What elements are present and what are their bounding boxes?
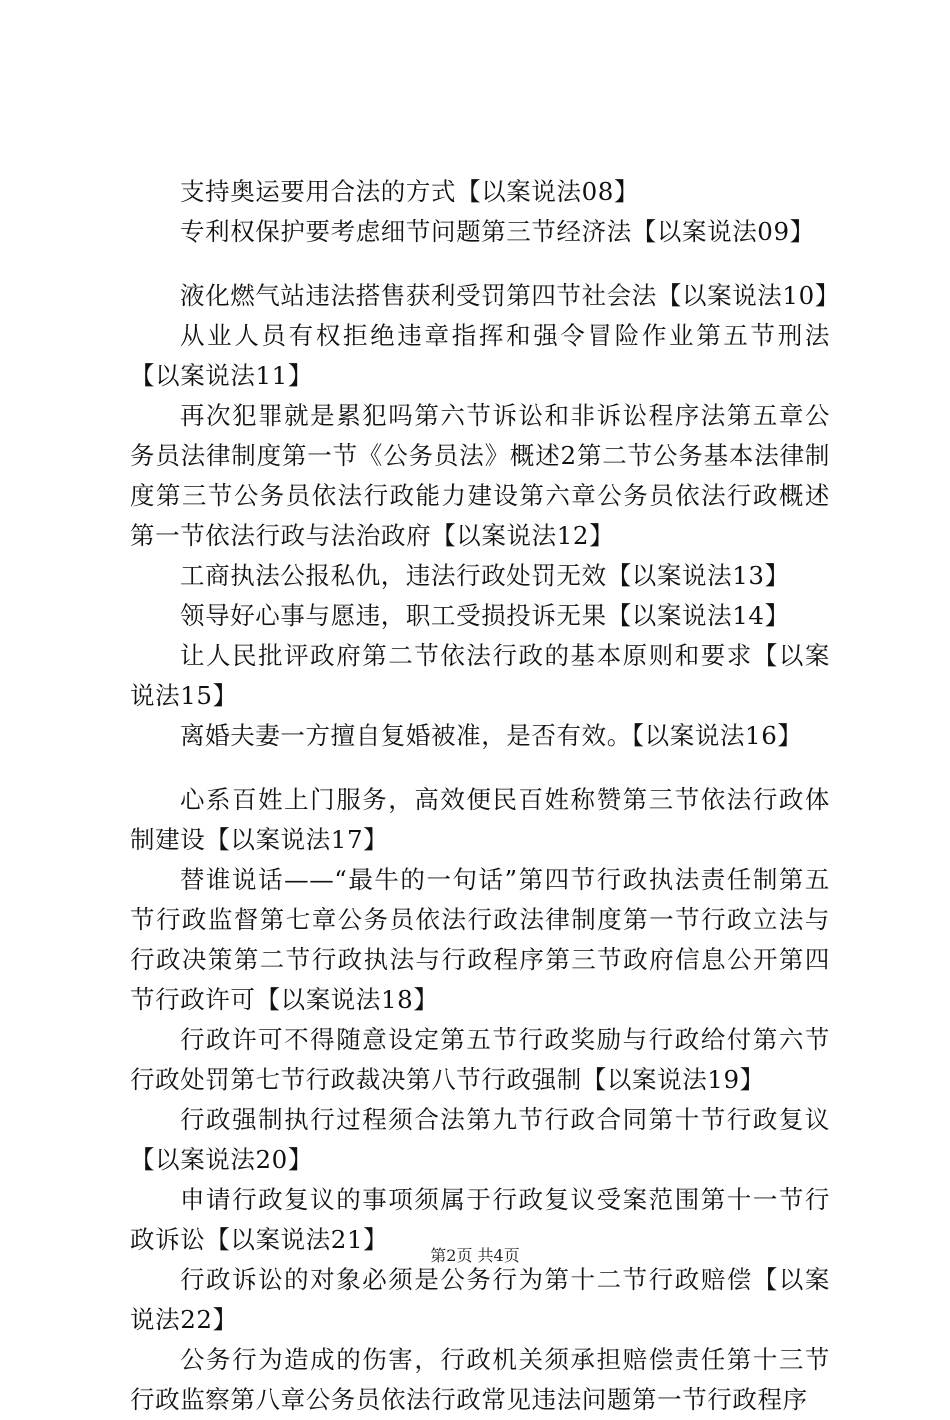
paragraph: 再次犯罪就是累犯吗第六节诉讼和非诉讼程序法第五章公务员法律制度第一节《公务员法》概述2第二节公务基本法律制度第三节公务员依法行政能力建设第六章公务员依法行政概述第一节依法行政与法治政府【以案说法12】 — [130, 401, 830, 550]
paragraph: 领导好心事与愿违，职工受损投诉无果【以案说法14】 — [180, 601, 790, 630]
paragraph: 液化燃气站违法搭售获利受罚第四节社会法【以案说法10】 — [180, 281, 840, 310]
paragraph: 行政许可不得随意设定第五节行政奖励与行政给付第六节行政处罚第七节行政裁决第八节行政强制【以案说法19】 — [130, 1025, 830, 1094]
document-body — [130, 172, 840, 1420]
paragraph: 工商执法公报私仇，违法行政处罚无效【以案说法13】 — [180, 561, 790, 590]
paragraph: 行政诉讼的对象必须是公务行为第十二节行政赔偿【以案说法22】 — [130, 1265, 830, 1334]
paragraph: 申请行政复议的事项须属于行政复议受案范围第十一节行政诉讼【以案说法21】 — [130, 1185, 830, 1254]
paragraph: 专利权保护要考虑细节问题第三节经济法【以案说法09】 — [180, 217, 815, 246]
paragraph-spacer — [130, 252, 830, 276]
paragraph: 心系百姓上门服务，高效便民百姓称赞第三节依法行政体制建设【以案说法17】 — [130, 785, 830, 854]
paragraph: 从业人员有权拒绝违章指挥和强令冒险作业第五节刑法【以案说法11】 — [130, 321, 830, 390]
paragraph: 行政强制执行过程须合法第九节行政合同第十节行政复议【以案说法20】 — [130, 1105, 830, 1174]
paragraph: 让人民批评政府第二节依法行政的基本原则和要求【以案说法15】 — [130, 641, 830, 710]
paragraph: 替谁说话——“最牛的一句话”第四节行政执法责任制第五节行政监督第七章公务员依法行政法律制度第一节行政立法与行政决策第二节行政执法与行政程序第三节政府信息公开第四节行政许可【以案说法18】 — [130, 865, 830, 1014]
paragraph: 支持奥运要用合法的方式【以案说法08】 — [180, 177, 640, 206]
page-number-footer: 第2页 共4页 — [430, 1246, 520, 1265]
paragraph: 离婚夫妻一方擅自复婚被准，是否有效。【以案说法16】 — [180, 721, 803, 750]
paragraph-spacer — [130, 756, 830, 780]
paragraph: 公务行为造成的伤害，行政机关须承担赔偿责任第十三节行政监察第八章公务员依法行政常见违法问题第一节行政程序 — [130, 1345, 830, 1414]
